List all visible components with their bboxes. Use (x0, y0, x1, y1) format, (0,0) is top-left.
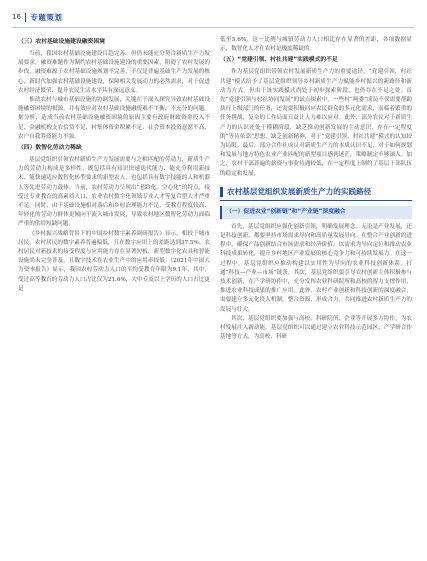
subheading-party-building: （五）“党建引领、村社共建”实践模式的不足 (220, 57, 338, 64)
page-header (12, 10, 62, 24)
paragraph: 其次，基层党组织要加强与高校、科研院所、企业等开展多方协作，为农村发展注入新动能。基层党组织可以通过建立农业科技示范园区、产学研合作基地等方式，为高校、科研 (220, 315, 412, 341)
section-name: 专题策划 (30, 12, 63, 22)
header-rule (12, 27, 415, 28)
right-column (220, 36, 412, 342)
paragraph-continued: 低至5.6%，这一比例与城镇劳动力人口相比存在显著的差距，各项数据显示，数智化人才在农村是极度稀缺的。 (220, 37, 412, 53)
paragraph: 作为基层党组织带领农村发展新质生产力的重要途径，“党建引领，村社共建”模式给予了基层党组织领导乡村新质生产力赋能乡村振兴的新路径和新动力方式。但由于该实践模式尚处于初步探索阶段，也仍存在不足之处。首先“党建引领与村社协同发展”的试点探索中，一些村“两委”成员不仅需要帮助执行上级部门的任务，还需要积极回应农民群众的多元化需求，而临着繁重的任务挑战，复杂的工作局面日益让人力难以应对。此外，部分农民对于新质生产力的认识还处于模糊阶段，缺乏推动创新发展的主动意识，存在一定程度的“等待依靠”思想，缺乏创新精神，对于“党建引领、村社共建”模式的认知较为局限。最后，部分合作社成员对新质生产力的本质认识不足，对于如何规划和发展与地方特色农业产业匹配的新型项目感到迷茫，策略制定不够深入。加之，农村干部普遍的薪资与事业待遇较低，在一定程度上制约了基层干部队伍的稳定和发展。 (220, 69, 412, 177)
paragraph: 当前，我国农村基础设施建设目趋完善，但仍未能充分契合新质生产力发展要求。融资难题作为制约农村基础设施建设的重要因素，阻碍了农村发展的步伐。融资难源于农村基础设施规划不完善，不仅是普遍基础生产力发展的核心，新时代加强农村基础设施建设，保障相关发展动力的必然需求，对于促进农村经济繁荣、提升农民生活水平具有深远意义。 (18, 51, 210, 94)
paragraph: 推动农村与城市基础设施的协调发展，关键在于深入探究导致农村基础设施融资困境的根源，并有效应对农村基础设施融资难不平衡、不充分的问题。据分析，造成当前农村基础设施融资困境的原因主要有政府财政资金投入不足、金融机构支农信贷不足、村集体资金积累不足、社会资本投资意愿不高、农户自我筹资能力不强。 (18, 97, 210, 140)
subheading-labor: （四）数智化劳动力稀缺 (18, 145, 82, 152)
paragraph: 基层党组织引领农村新质生产力发展需要与之相匹配的劳动力，新质生产力的劳动力构成是多样性，既包括具有知识快速迭代能力、能充分利用新技术、能快速适应数智化转型要求的新型农人，也包括具有数字技能的人和机器人等先进劳动力载体。当前，农村劳动力呈现出“老龄化、空心化”的特点，接受过专业教育的高素质人口、农业农村数字化领域专业人才等复合型人才严重不足。同时，由于基础设施相对落后和乡村治理能力不足，受教育程度较高、年轻化的劳动力群体更倾向于流入城市发展，导致农村地区数智化劳动力面临严重的供给短缺问题。 (18, 157, 210, 228)
section-marker (220, 187, 223, 197)
header-divider (25, 13, 27, 22)
paragraph: 首先，基层党组织应强化创新引领，明确发展理念。无论是产业发展，还是科技创新，都要坚持市场需求导向和高质量发展导向。在整合产业创新的进程中，确保产品创新结合市场需求和经济价值，以需求为导向定位和推动农业科技成果转化，提升乡村地区产业发展的核心竞争力和可持续发展力。在这一过程中，基层党组织应推动构建以实用性为导向的农业科技创新体系，打通“科技—产业—市场”链条。其次，基层党组织要引导农村创新主体积极参与技术创新，在产学研协作中，充分发挥农业科研院所和高校的智力支撑作用，推进农业科技成果的推广应用。此外，农村产业创新和科技创新的深度融合，需要建立多元化投入机制，整合资源，形成合力，共同推进农村新质生产力的发展与壮大。 (220, 223, 412, 313)
section-title (220, 187, 412, 201)
page-number: 16 (12, 13, 21, 21)
subheading-financing: （三）农村基础设施建设融资困境 (18, 39, 105, 45)
left-column (18, 36, 210, 294)
section-title-text: 农村基层党组织发展新质生产力的实践路径 (227, 187, 372, 197)
subheading-innovation-chain: （一）促进农业“创新链”和“产业链”深度融合 (220, 206, 412, 219)
paragraph: 《乡村振兴战略背景下的中国乡村数字素养调研报告》显示，相较于城市居民，农村居民的数字素养普遍偏低，且在数字应用上的差距达到37.5%。农村居民对新技术的接受程度与应用能力存在显著短板，新型数字化农具和智能设施尚未完全普及，且数字技术在农业生产中的应用率较低。《2021年中国人力资本报告》显示，我国农村劳动力人口的平均受教育年限为9.1年，其中，受过高等教育的劳动力人口占比仅为21.6%，大中专及以上学历的人口占比更是 (18, 230, 210, 292)
